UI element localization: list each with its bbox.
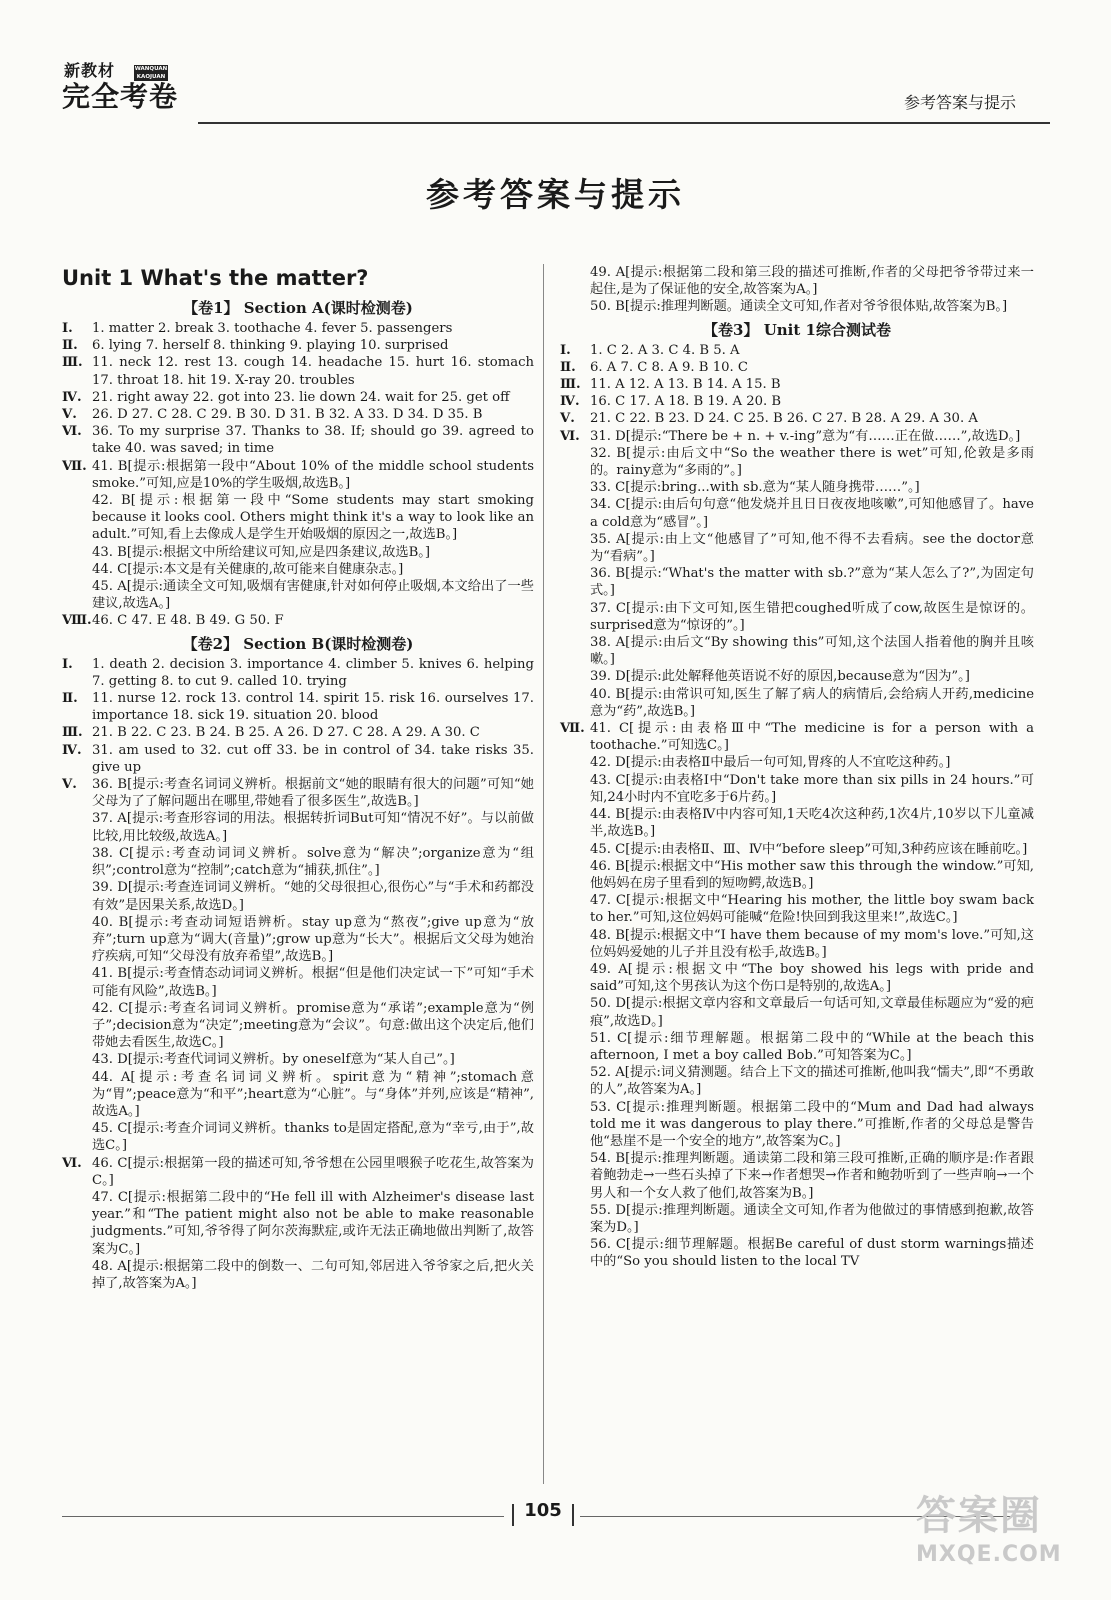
answer-part-number: Ⅵ. <box>560 428 580 444</box>
answer-part-number: Ⅲ. <box>62 355 83 371</box>
answer-text: 49. A[提示:根据文中“The boy showed his legs with pride and said”可知,这个男孩认为这个伤口是特别的,故选A。] <box>590 961 1034 995</box>
answer-text: 38. A[提示:由后文“By showing this”可知,这个法国人指着他的胸并且咳嗽。] <box>590 635 1034 668</box>
answer-row <box>62 354 534 388</box>
answer-part-number <box>560 892 590 926</box>
answer-part-number <box>62 578 92 612</box>
answer-text: 38. C[提示:考查动词词义辨析。solve意为“解决”;organize意为“组织”;control意为“控制”;catch意为“捕获,抓住”。] <box>92 845 534 879</box>
answer-row <box>62 1155 534 1189</box>
answer-row <box>560 410 1034 427</box>
brand-logo-text: 完全考卷 <box>62 80 179 113</box>
answer-text: 44. A[提示:考查名词词义辨析。spirit意为“精神”;stomach意为“胃”;peace意为“和平”;heart意为“心脏”。与“身体”并列,应该是“精神”,故选A。] <box>92 1069 534 1119</box>
answer-row <box>560 1030 1034 1064</box>
answer-text: 46. B[提示:根据文中“His mother saw this through the window.”可知,他妈妈在房子里看到的短吻鳄,故选B。] <box>590 858 1034 891</box>
answer-row <box>560 806 1034 840</box>
answer-part-number <box>62 810 92 844</box>
answer-row <box>560 1236 1034 1270</box>
answer-text: 11. neck 12. rest 13. cough 14. headache 15. hurt 16. stomach 17. throat 18. hit 19. X-ray 20. troubles <box>92 355 534 388</box>
answer-text: 11. A 12. A 13. B 14. A 15. B <box>590 377 781 393</box>
answer-row <box>560 961 1034 995</box>
answer-row <box>560 754 1034 771</box>
answer-part-number <box>62 544 92 561</box>
answer-part-number <box>62 845 92 879</box>
answer-part-number: Ⅲ. <box>560 377 581 393</box>
answer-part-number: Ⅷ. <box>62 613 92 629</box>
answer-part-number <box>560 806 590 840</box>
answer-row <box>560 565 1034 599</box>
answer-part-number <box>62 1051 92 1068</box>
answer-text: 52. A[提示:词义猜测题。结合上下文的描述可推断,他叫我“懦夫”,即“不勇敢的人”,故答案为A。] <box>590 1065 1034 1098</box>
answer-row <box>62 776 534 810</box>
answer-row <box>62 561 534 578</box>
column-divider <box>543 264 544 1484</box>
answer-row <box>62 879 534 913</box>
answer-part-number <box>560 754 590 771</box>
answer-text: 6. A 7. C 8. A 9. B 10. C <box>590 359 748 375</box>
answer-text: 39. D[提示:此处解释他英语说不好的原因,because意为“因为”。] <box>590 669 970 685</box>
answer-text: 1. matter 2. break 3. toothache 4. fever 5. passengers <box>92 321 453 336</box>
answer-row <box>560 892 1034 926</box>
watermark-logo <box>916 1490 1096 1590</box>
answer-part-number <box>62 1069 92 1121</box>
answer-row <box>62 1069 534 1121</box>
answer-part-number <box>560 531 590 565</box>
answer-list-section-2 <box>62 656 534 1293</box>
answer-row <box>560 342 1034 359</box>
answer-part-number: Ⅶ. <box>560 721 585 737</box>
answer-row <box>62 1120 534 1154</box>
answer-text: 33. C[提示:bring...with sb.意为“某人随身携带……”。] <box>590 480 920 496</box>
answer-part-number: Ⅲ. <box>62 725 83 741</box>
answer-list-section-1 <box>62 320 534 630</box>
answer-text: 37. A[提示:考查形容词的用法。根据转折词But可知“情况不好”。与以前做比较,用比较级,故选A。] <box>92 811 534 844</box>
answer-row <box>560 858 1034 892</box>
page-header <box>62 60 1050 124</box>
answer-row <box>560 479 1034 496</box>
answer-row <box>62 544 534 561</box>
answer-part-number <box>560 600 590 634</box>
answer-text: 51. C[提示:细节理解题。根据第二段中的“While at the beach this afternoon, I met a boy called Bob.”可知答案为C。] <box>590 1030 1034 1063</box>
answer-list-continued <box>560 264 1034 316</box>
answer-part-number <box>560 565 590 599</box>
answer-text: 21. right away 22. got into 23. lie down 24. wait for 25. get off <box>92 389 510 405</box>
right-column <box>560 264 1034 1271</box>
answer-part-number: Ⅴ. <box>62 777 77 793</box>
answer-text: 47. C[提示:根据文中“Hearing his mother, the little boy swam back to her.”可知,这位妈妈可能喊“危险!快回到我这里来!”,故选C。] <box>590 893 1034 926</box>
answer-text: 42. D[提示:由表格Ⅱ中最后一句可知,胃疼的人不宜吃这种药。] <box>590 755 951 771</box>
answer-part-number <box>560 841 590 858</box>
answer-part-number <box>560 479 590 496</box>
answer-part-number: Ⅵ. <box>62 1155 82 1171</box>
answer-text: 53. C[提示:推理判断题。根据第二段中的“Mum and Dad had always told me it was dangerous to play there.”可推断,作者的父母总是警告他“悬崖不是一个安全的地方”,故答案为C。] <box>590 1099 1034 1149</box>
answer-row <box>62 845 534 879</box>
answer-text: 35. A[提示:由上文“他感冒了”可知,他不得不去看病。see the doctor意为“看病”。] <box>590 531 1034 565</box>
answer-text: 42. C[提示:考查名词词义辨析。promise意为“承诺”;example意为“例子”;decision意为“决定”;meeting意为“会议”。句意:做出这个决定后,他们带她去看医生,故选C。] <box>92 1000 534 1051</box>
answer-part-number <box>560 298 590 315</box>
answer-text: 43. B[提示:根据文中所给建议可知,应是四条建议,故选B。] <box>92 544 430 560</box>
answer-row <box>560 496 1034 530</box>
answer-text: 31. D[提示:“There be + n. + v.-ing”意为“有……正在做……”,故选D。] <box>590 428 1021 444</box>
answer-text: 36. B[提示:考查名词词义辨析。根据前文“她的眼睛有很大的问题”可知“她父母为了了解问题出在哪里,带她看了很多医生”,故选B。] <box>92 777 534 810</box>
answer-text: 43. C[提示:由表格Ⅰ中“Don't take more than six pills in 24 hours.”可知,24小时内不宜吃多于6片药。] <box>590 772 1034 805</box>
answer-text: 16. C 17. A 18. B 19. A 20. B <box>590 394 782 410</box>
answer-row <box>62 656 534 690</box>
page-number: 105 <box>510 1502 576 1519</box>
answer-part-number <box>560 927 590 961</box>
answer-part-number: Ⅴ. <box>62 407 77 423</box>
answer-text: 36. To my surprise 37. Thanks to 38. If; should go 39. agreed to take 40. was saved; in time <box>92 424 534 457</box>
answer-part-number <box>560 1064 590 1098</box>
answer-part-number: Ⅳ. <box>62 742 82 758</box>
answer-row <box>560 359 1034 376</box>
answer-row <box>62 337 534 354</box>
answer-row <box>62 914 534 966</box>
answer-row <box>560 841 1034 858</box>
answer-row <box>560 1150 1034 1202</box>
answer-part-number <box>560 1202 590 1236</box>
answer-part-number <box>560 686 590 720</box>
answer-part-number <box>62 492 92 544</box>
answer-text: 46. C[提示:根据第一段的描述可知,爷爷想在公园里喂猴子吃花生,故答案为C。] <box>92 1155 534 1188</box>
answer-row <box>560 445 1034 479</box>
answer-row <box>62 320 534 337</box>
section-title-1: 【卷1】 Section A(课时检测卷) <box>183 299 413 317</box>
answer-text: 43. D[提示:考查代词词义辨析。by oneself意为“某人自己”。] <box>92 1052 455 1068</box>
answer-list-section-3 <box>560 342 1034 1271</box>
answer-row <box>62 458 534 492</box>
answer-part-number <box>560 961 590 995</box>
answer-text: 1. death 2. decision 3. importance 4. climber 5. knives 6. helping 7. getting 8. to cut 9. called 10. trying <box>92 656 534 689</box>
answer-row <box>62 965 534 999</box>
section-title-2: 【卷2】 Section B(课时检测卷) <box>182 634 414 653</box>
answer-part-number: Ⅱ. <box>62 338 78 354</box>
answer-text: 40. B[提示:考查动词短语辨析。stay up意为“熬夜”;give up意为“放弃”;turn up意为“调大(音量)”;grow up意为“长大”。根据后文父母为她治疗疾病,可知“父母没有放弃希望”,故选B。] <box>92 914 534 965</box>
answer-row <box>560 1099 1034 1151</box>
answer-row <box>560 634 1034 668</box>
answer-part-number <box>560 1236 590 1270</box>
answer-text: 36. B[提示:“What's the matter with sb.?”意为“某人怎么了?”,为固定句式。] <box>590 566 1034 599</box>
answer-row <box>62 1189 534 1258</box>
answer-text: 44. C[提示:本文是有关健康的,故可能来自健康杂志。] <box>92 561 404 577</box>
answer-text: 11. nurse 12. rock 13. control 14. spirit 15. risk 16. ourselves 17. importance 18. sick 19. situation 20. blood <box>92 691 534 724</box>
answer-text: 21. B 22. C 23. B 24. B 25. A 26. D 27. C 28. A 29. A 30. C <box>92 725 480 741</box>
section-title-3: 【卷3】 Unit 1综合测试卷 <box>703 320 891 339</box>
answer-text: 42. B[提示:根据第一段中“Some students may start smoking because it looks cool. Others might think it's a way to look like an adult.”可知,看上去像成人是学生开始吸烟的原因之一,故选B。] <box>92 493 534 543</box>
answer-part-number <box>560 772 590 806</box>
answer-text: 45. A[提示:通读全文可知,吸烟有害健康,针对如何停止吸烟,本文给出了一些建议,故选A。] <box>92 579 534 612</box>
answer-row <box>62 406 534 423</box>
answer-row <box>560 600 1034 634</box>
answer-part-number <box>560 496 590 530</box>
answer-part-number <box>62 1189 92 1258</box>
answer-row <box>62 742 534 776</box>
answer-text: 44. B[提示:由表格Ⅳ中内容可知,1天吃4次这种药,1次4片,10岁以下儿童减半,故选B。] <box>590 807 1034 840</box>
answer-part-number: Ⅴ. <box>560 411 575 427</box>
answer-part-number <box>560 1099 590 1151</box>
answer-part-number: Ⅱ. <box>560 359 576 375</box>
answer-row <box>560 1064 1034 1098</box>
watermark-text: 答案圈 <box>916 1493 1042 1539</box>
left-column <box>62 264 534 1292</box>
brand-subtitle: 新教材 <box>64 61 116 80</box>
answer-part-number <box>62 1258 92 1292</box>
answer-part-number <box>560 1150 590 1202</box>
answer-part-number <box>560 445 590 479</box>
answer-row <box>62 612 534 629</box>
answer-text: 34. C[提示:由后句句意“他发烧并且日日夜夜地咳嗽”,可知他感冒了。have a cold意为“感冒”。] <box>590 497 1034 530</box>
answer-row <box>62 724 534 741</box>
answer-text: 48. A[提示:根据第二段中的倒数一、二句可知,邻居进入爷爷家之后,把火关掉了,故答案为A。] <box>92 1258 534 1291</box>
answer-text: 45. C[提示:由表格Ⅱ、Ⅲ、Ⅳ中“before sleep”可知,3种药应该在睡前吃。] <box>590 841 1028 857</box>
answer-text: 41. B[提示:考查情态动词词义辨析。根据“但是他们决定试一下”可知“手术可能有风险”,故选B。] <box>92 966 534 999</box>
answer-part-number: Ⅱ. <box>62 691 78 707</box>
answer-part-number <box>62 879 92 913</box>
answer-part-number <box>560 264 590 298</box>
header-divider <box>198 122 1050 124</box>
answer-text: 37. C[提示:由下文可知,医生错把coughed听成了cow,故医生是惊讶的。surprised意为“惊讶的”。] <box>590 600 1034 633</box>
answer-part-number: Ⅰ. <box>62 321 73 336</box>
answer-part-number <box>62 914 92 966</box>
watermark-url: MXQE.COM <box>916 1542 1062 1567</box>
answer-row <box>62 492 534 544</box>
answer-row <box>560 393 1034 410</box>
answer-row <box>560 668 1034 685</box>
answer-text: 41. B[提示:根据第一段中“About 10% of the middle school students smoke.”可知,应是10%的学生吸烟,故选B。] <box>92 458 534 491</box>
page-title: 参考答案与提示 <box>426 175 685 214</box>
answer-row <box>62 1051 534 1068</box>
answer-row <box>62 1000 534 1052</box>
brand-tag: WANQUAN KAOJUAN <box>134 66 168 80</box>
header-section-title: 参考答案与提示 <box>903 93 1016 112</box>
answer-text: 41. C[提示:由表格Ⅲ中“The medicine is for a person with a toothache.”可知选C。] <box>590 721 1034 754</box>
answer-part-number: Ⅶ. <box>62 458 87 474</box>
answer-row <box>560 531 1034 565</box>
answer-text: 32. B[提示:由后文中“So the weather there is wet”可知,伦敦是多雨的。rainy意为“多雨的”。] <box>590 445 1034 479</box>
answer-row <box>560 927 1034 961</box>
answer-part-number <box>560 858 590 892</box>
answer-part-number <box>62 965 92 999</box>
answer-part-number <box>62 1000 92 1052</box>
answer-row <box>560 264 1034 298</box>
answer-text: 47. C[提示:根据第二段中的“He fell ill with Alzheimer's disease last year.”和“The patient might also not be able to make reasonable judgments.”可知,爷爷得了阿尔茨海默症,或许无法正确地做出判断了,故答案为C。] <box>92 1189 534 1257</box>
answer-part-number <box>560 668 590 685</box>
answer-row <box>560 720 1034 754</box>
answer-row <box>560 376 1034 393</box>
answer-row <box>560 1202 1034 1236</box>
answer-part-number <box>62 1120 92 1154</box>
answer-part-number: Ⅰ. <box>560 342 571 358</box>
answer-text: 6. lying 7. herself 8. thinking 9. playing 10. surprised <box>92 338 449 354</box>
answer-text: 40. B[提示:由常识可知,医生了解了病人的病情后,会给病人开药,medicine意为“药”,故选B。] <box>590 686 1034 719</box>
answer-row <box>62 810 534 844</box>
unit-title: Unit 1 What's the matter? <box>62 266 369 290</box>
answer-text: 48. B[提示:根据文中“I have them because of my mom's love.”可知,这位妈妈爱她的儿子并且没有松手,故选B。] <box>590 927 1034 960</box>
answer-row <box>62 690 534 724</box>
answer-text: 45. C[提示:考查介词词义辨析。thanks to是固定搭配,意为“幸亏,由于”,故选C。] <box>92 1121 534 1154</box>
answer-row <box>62 389 534 406</box>
answer-text: 39. D[提示:考查连词词义辨析。“她的父母很担心,很伤心”与“手术和药都没有效”是因果关系,故选D。] <box>92 880 534 913</box>
answer-text: 49. A[提示:根据第二段和第三段的描述可推断,作者的父母把爷爷带过来一起住,是为了保证他的安全,故答案为A。] <box>590 265 1034 298</box>
answer-part-number <box>62 561 92 578</box>
answer-text: 26. D 27. C 28. C 29. B 30. D 31. B 32. A 33. D 34. D 35. B <box>92 407 483 423</box>
answer-text: 56. C[提示:细节理解题。根据Be careful of dust storm warnings描述中的“So you should listen to the local TV <box>590 1237 1034 1270</box>
answer-text: 54. B[提示:推理判断题。通读第二段和第三段可推断,正确的顺序是:作者跟着鲍勃走→一些石头掉了下来→作者想哭→作者和鲍勃听到了一些声响→一个男人和一个女人救了他们,故答案为B。] <box>590 1151 1034 1201</box>
answer-text: 1. C 2. A 3. C 4. B 5. A <box>590 342 740 358</box>
answer-row <box>62 578 534 612</box>
answer-row <box>62 423 534 457</box>
answer-text: 50. D[提示:根据文章内容和文章最后一句话可知,文章最佳标题应为“爱的疤痕”,故选D。] <box>590 996 1034 1029</box>
answer-row <box>560 772 1034 806</box>
footer-rule-left <box>62 1516 504 1517</box>
answer-text: 50. B[提示:推理判断题。通读全文可知,作者对爷爷很体贴,故答案为B。] <box>590 299 1008 315</box>
answer-part-number: Ⅵ. <box>62 424 82 440</box>
answer-text: 21. C 22. B 23. D 24. C 25. B 26. C 27. B 28. A 29. A 30. A <box>590 411 978 427</box>
answer-text: 46. C 47. E 48. B 49. G 50. F <box>92 613 284 629</box>
answer-part-number: Ⅳ. <box>62 389 82 405</box>
answer-part-number <box>560 634 590 668</box>
answer-part-number <box>560 995 590 1029</box>
answer-part-number: Ⅰ. <box>62 656 73 672</box>
answer-text: 55. D[提示:推理判断题。通读全文可知,作者为他做过的事情感到抱歉,故答案为D。] <box>590 1202 1034 1235</box>
answer-row <box>560 298 1034 315</box>
answer-row <box>560 428 1034 445</box>
answer-row <box>560 995 1034 1029</box>
answer-row <box>560 686 1034 720</box>
answer-text: 31. am used to 32. cut off 33. be in control of 34. take risks 35. give up <box>92 742 534 775</box>
answer-row <box>62 1258 534 1292</box>
answer-part-number: Ⅳ. <box>560 394 580 410</box>
answer-part-number <box>560 1030 590 1064</box>
